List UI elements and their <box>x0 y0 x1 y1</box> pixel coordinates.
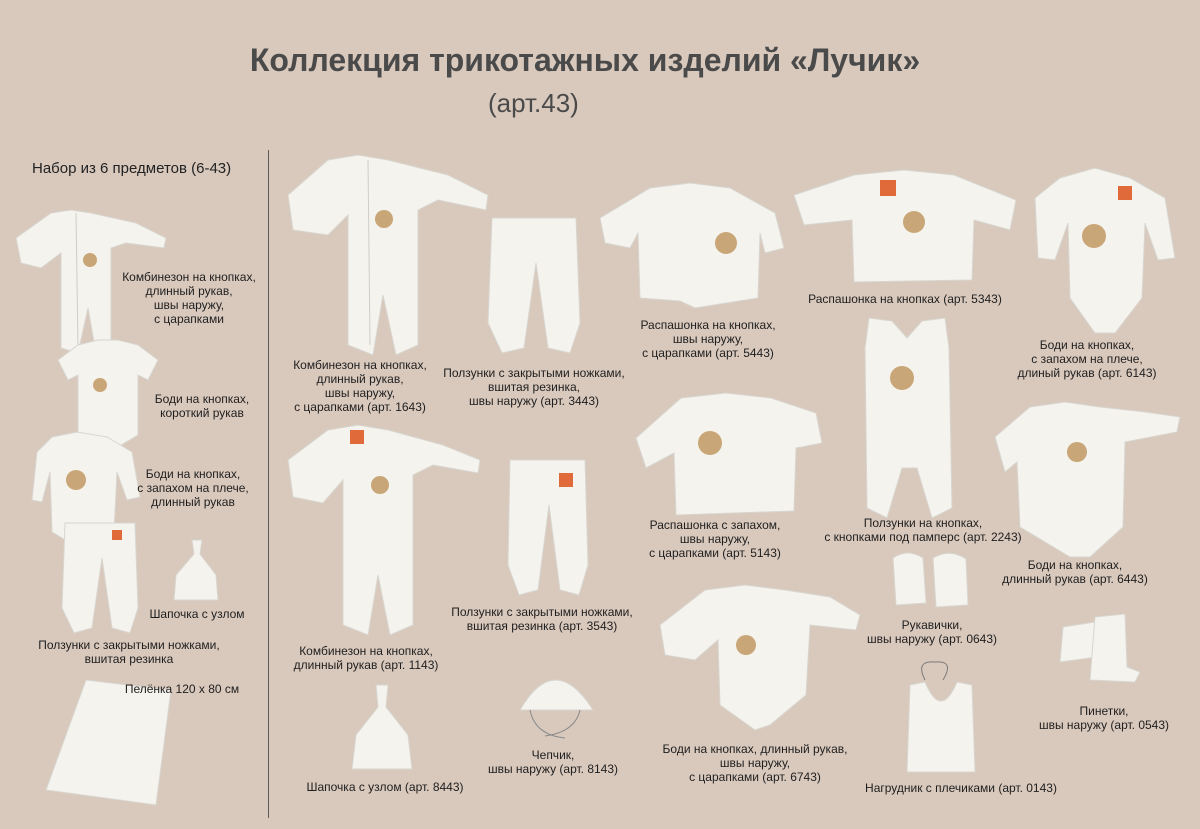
label-6443: Боди на кнопках, длинный рукав (арт. 6443) <box>1002 558 1148 586</box>
label-5143: Распашонка с запахом, швы наружу, с царапками (арт. 5143) <box>649 518 781 560</box>
label-8443: Шапочка с узлом (арт. 8443) <box>306 780 464 794</box>
set-label-body-wrap: Боди на кнопках, с запахом на плече, длинный рукав <box>137 467 249 509</box>
label-1143: Комбинезон на кнопках, длинный рукав (арт. 1143) <box>293 644 439 672</box>
page-title: Коллекция трикотажных изделий «Лучик» <box>249 42 921 78</box>
set-pants-illustration <box>60 518 140 633</box>
set-label-diaper: Пелёнка 120 х 80 см <box>124 682 240 696</box>
label-1643: Комбинезон на кнопках, длинный рукав, швы наружу, с царапками (арт. 1643) <box>293 358 427 414</box>
set-label-body-short: Боди на кнопках, короткий рукав <box>154 392 250 420</box>
label-5343: Распашонка на кнопках (арт. 5343) <box>808 292 1002 306</box>
set-title: Набор из 6 предметов (6-43) <box>32 160 232 177</box>
pants-3543-illustration <box>505 455 590 595</box>
set-label-jumpsuit: Комбинезон на кнопках, длинный рукав, швы наружу, с царапками <box>122 270 256 326</box>
label-2243: Ползунки на кнопках, с кнопками под памперс (арт. 2243) <box>824 516 1022 544</box>
set-diaper-illustration <box>46 680 171 805</box>
set-label-pants: Ползунки с закрытыми ножками, вшитая резинка <box>38 638 220 666</box>
label-6743: Боди на кнопках, длинный рукав, швы наружу, с царапками (арт. 6743) <box>662 742 848 784</box>
label-0543: Пинетки, швы наружу (арт. 0543) <box>1038 704 1170 732</box>
bonnet-8143-illustration <box>505 660 605 740</box>
booties-0543-illustration <box>1055 612 1140 682</box>
label-0643: Рукавички, швы наружу (арт. 0643) <box>866 618 998 646</box>
set-hat-illustration <box>172 540 220 602</box>
set-label-hat: Шапочка с узлом <box>149 607 245 621</box>
label-6143: Боди на кнопках, с запахом на плече, длиный рукав (арт. 6143) <box>1017 338 1157 380</box>
vest-5343-illustration <box>794 170 1016 285</box>
body-6743-illustration <box>660 585 860 730</box>
jumpsuit-1643-illustration <box>288 155 488 355</box>
section-divider <box>268 150 269 818</box>
mittens-0643-illustration <box>888 553 972 611</box>
page-subtitle: (арт.43) <box>488 88 579 118</box>
romper-2243-illustration <box>857 318 957 518</box>
jumpsuit-1143-illustration <box>288 425 480 635</box>
label-3443: Ползунки с закрытыми ножками, вшитая резинка, швы наружу (арт. 3443) <box>443 366 625 408</box>
label-3543: Ползунки с закрытыми ножками, вшитая резинка (арт. 3543) <box>451 605 633 633</box>
vest-5443-illustration <box>600 183 784 308</box>
bib-0143-illustration <box>905 660 977 775</box>
body-6143-illustration <box>1030 168 1175 333</box>
label-0143: Нагрудник с плечиками (арт. 0143) <box>865 781 1057 795</box>
wrap-vest-5143-illustration <box>636 393 822 518</box>
label-5443: Распашонка на кнопках, швы наружу, с царапками (арт. 5443) <box>640 318 776 360</box>
hat-8443-illustration <box>350 685 414 771</box>
label-8143: Чепчик, швы наружу (арт. 8143) <box>487 748 619 776</box>
pants-3443-illustration <box>484 213 584 353</box>
